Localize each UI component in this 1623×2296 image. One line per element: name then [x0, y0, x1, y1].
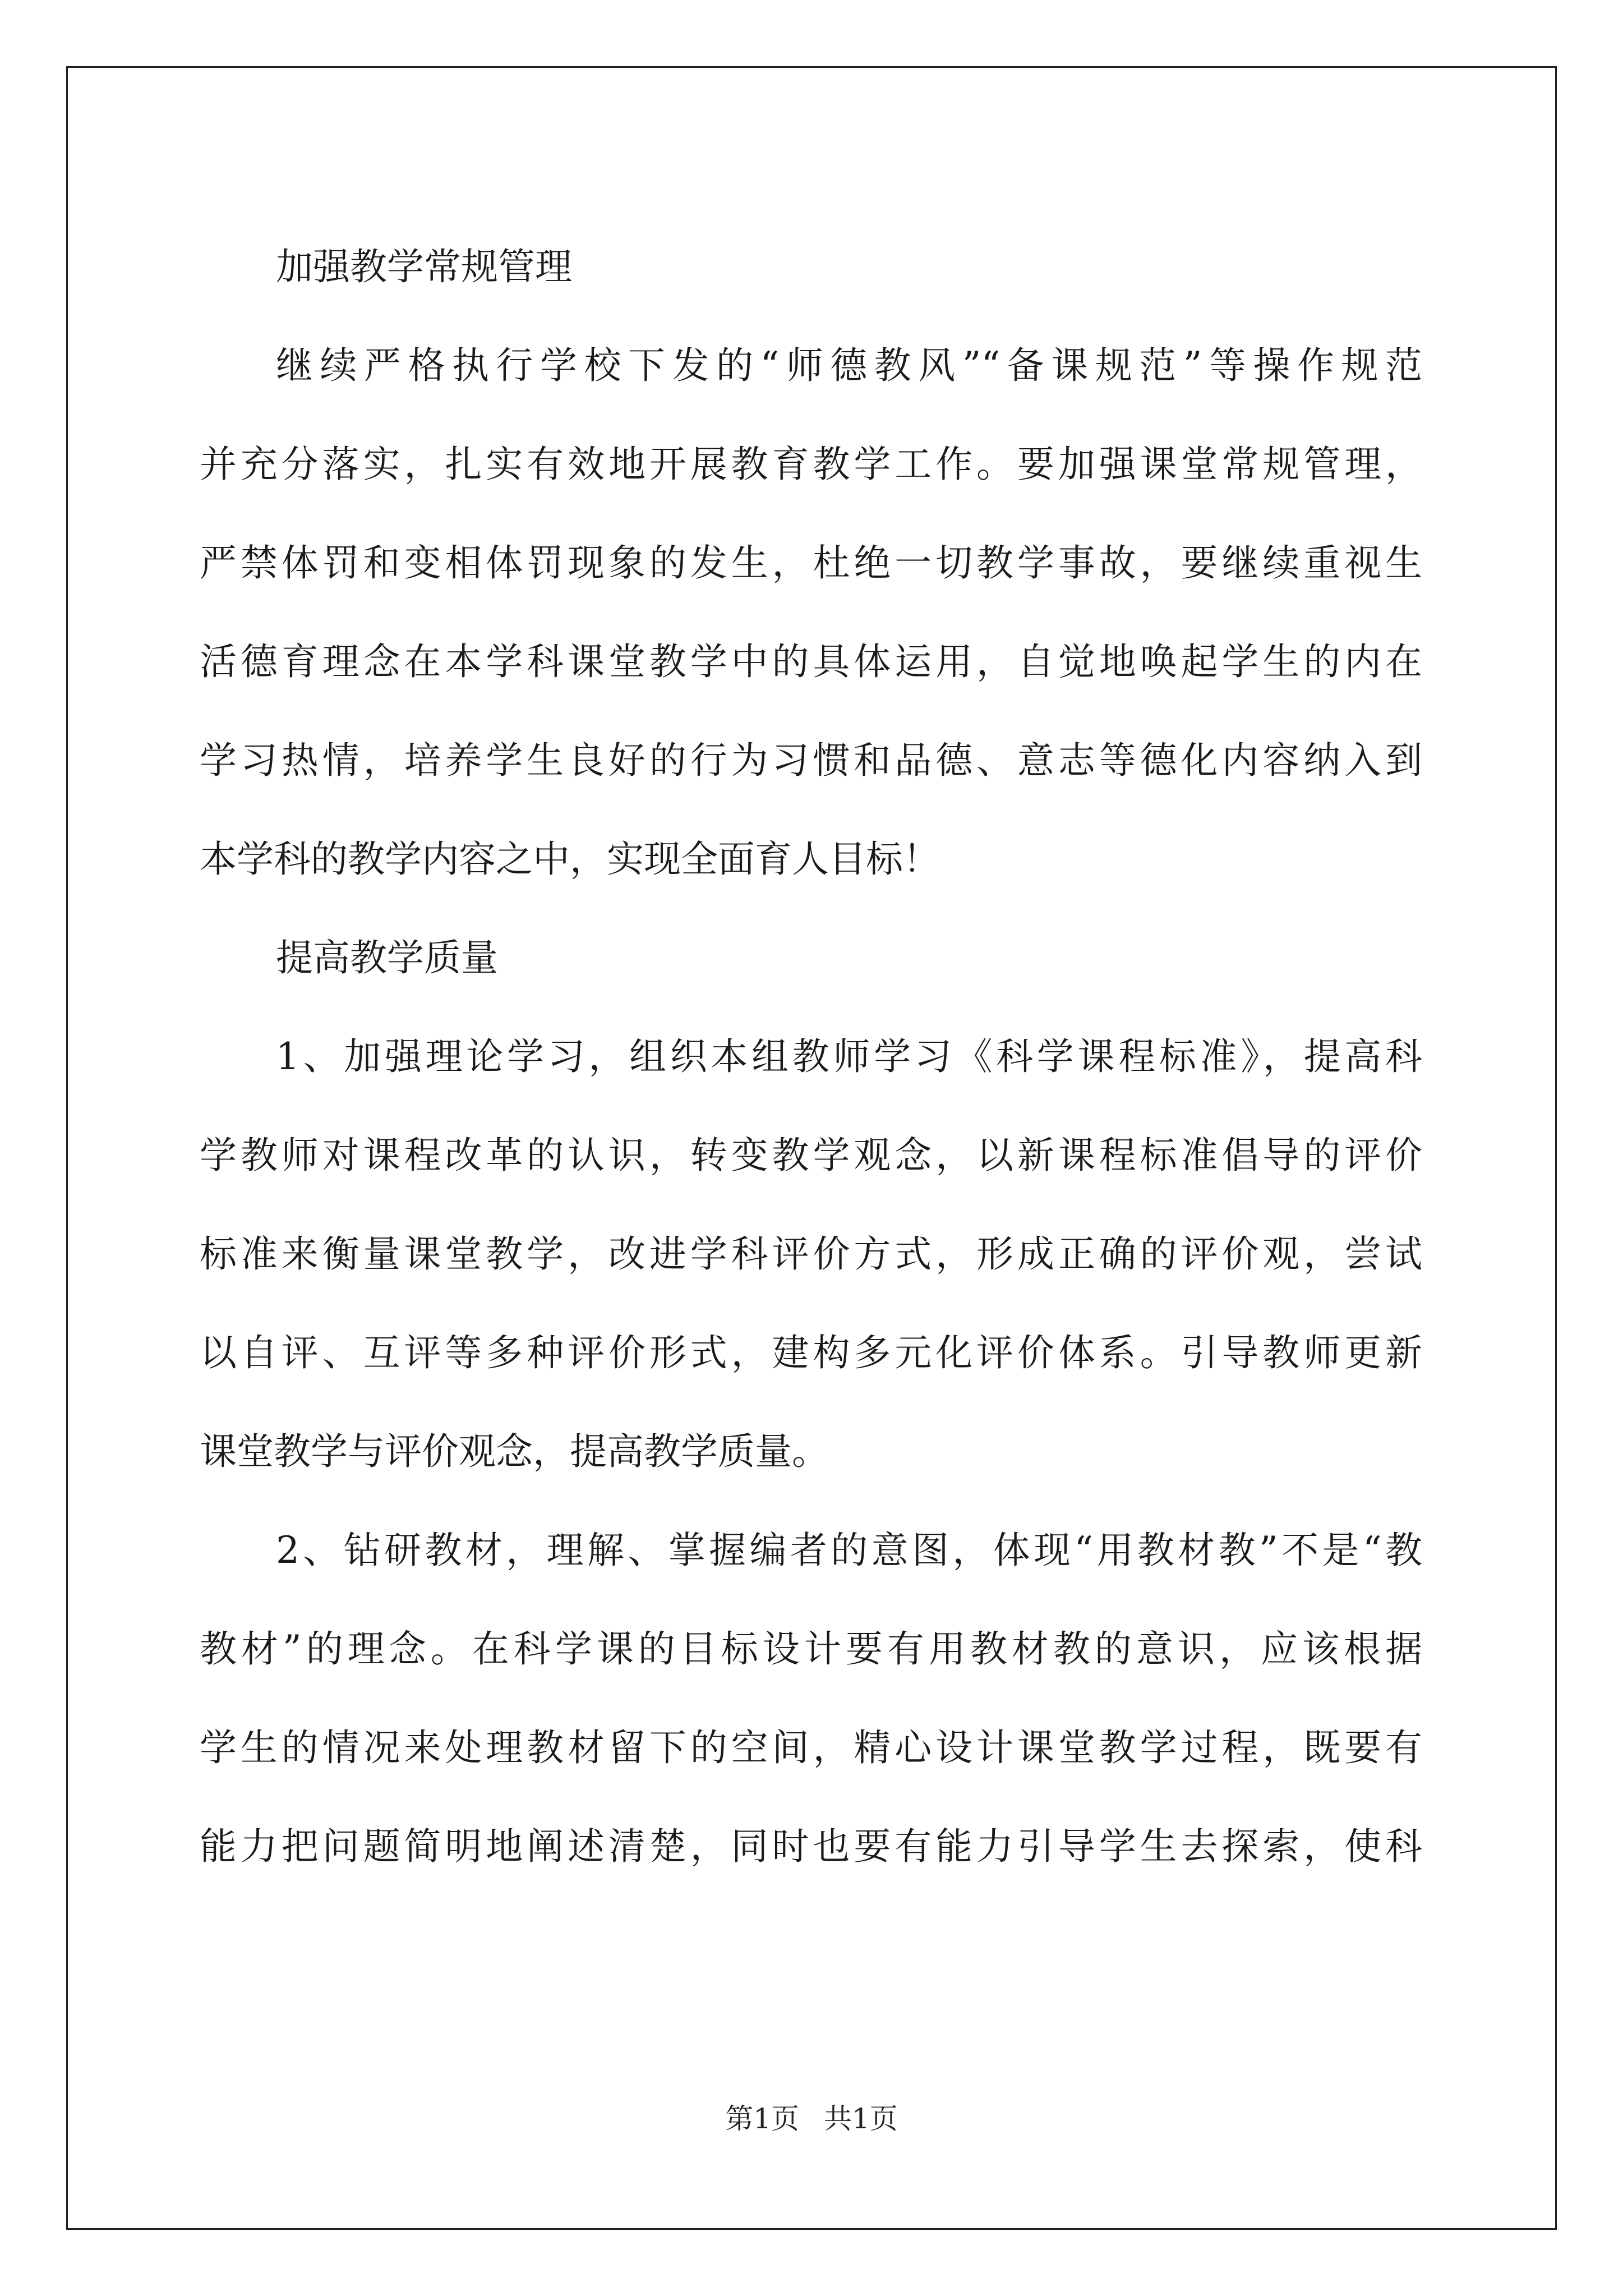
paragraph-line: 标准来衡量课堂教学，改进学科评价方式，形成正确的评价观，尝试 [200, 1232, 1422, 1276]
paragraph-line: 课堂教学与评价观念，提高教学质量。 [200, 1430, 829, 1473]
paragraph-line: 并充分落实，扎实有效地开展教育教学工作。要加强课堂常规管理， [200, 443, 1422, 486]
paragraph-line: 2、钻研教材，理解、掌握编者的意图，体现“用教材教”不是“教 [276, 1529, 1422, 1572]
paragraph-line: 以自评、互评等多种评价形式，建构多元化评价体系。引导教师更新 [200, 1331, 1422, 1374]
document-body [200, 218, 1422, 1896]
paragraph-line: 能力把问题简明地阐述清楚，同时也要有能力引导学生去探索，使科 [200, 1825, 1422, 1868]
paragraph-line: 教材”的理念。在科学课的目标设计要有用教材教的意识，应该根据 [200, 1627, 1422, 1671]
paragraph-line: 学生的情况来处理教材留下的空间，精心设计课堂教学过程，既要有 [200, 1726, 1422, 1769]
section-heading: 加强教学常规管理 [276, 245, 572, 288]
paragraph-line: 学习热情，培养学生良好的行为习惯和品德、意志等德化内容纳入到 [200, 739, 1422, 782]
paragraph-line: 本学科的教学内容之中，实现全面育人目标！ [200, 838, 940, 881]
paragraph-line: 1、加强理论学习，组织本组教师学习《科学课程标准》，提高科 [276, 1035, 1422, 1078]
paragraph-line: 学教师对课程改革的认识，转变教学观念，以新课程标准倡导的评价 [200, 1134, 1422, 1177]
page-total: 共1页 [823, 2102, 898, 2135]
page-number: 第1页 [725, 2102, 800, 2135]
section-heading: 提高教学质量 [276, 936, 498, 979]
paragraph-line: 严禁体罚和变相体罚现象的发生，杜绝一切教学事故，要继续重视生 [200, 541, 1422, 585]
paragraph-line: 继续严格执行学校下发的“师德教风”“备课规范”等操作规范 [276, 344, 1422, 387]
page-footer [0, 2096, 1623, 2137]
paragraph-line: 活德育理念在本学科课堂教学中的具体运用，自觉地唤起学生的内在 [200, 640, 1422, 683]
